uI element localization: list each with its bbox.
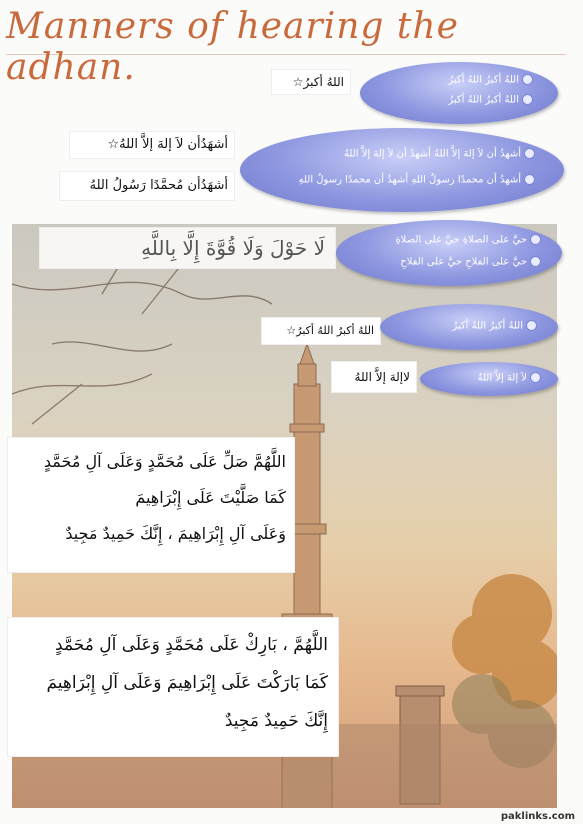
bullet-icon <box>530 234 541 245</box>
takbir-oval <box>360 62 558 124</box>
shahada-label-2: أشهَدُأن مُحمَّدًا رَسُولُ اللهُ <box>60 172 234 200</box>
oval-text: اللهُ أكبرُ اللهُ أكبرُ <box>448 74 519 86</box>
bullet-icon <box>530 256 541 267</box>
watermark: paklinks.com <box>500 811 575 822</box>
shahada-label-1: أشهَدُأن لاَ إلهَ إلاَّ اللهُ☆ <box>70 132 234 158</box>
tahlil-label: لاإلهَ إلاَّ اللهُ <box>332 362 416 392</box>
tahlil-oval <box>420 362 558 396</box>
oval-text: اللهُ أكبرُ اللهُ أكبرُ <box>448 94 519 106</box>
bullet-icon <box>522 94 533 105</box>
bullet-icon <box>530 372 541 383</box>
shahada-oval <box>240 128 564 212</box>
oval-text: حيَّ على الفلاحِ حيَّ على الفلاحِ <box>400 256 527 268</box>
salawat-line: كَمَا صَلَّيْتَ عَلَى إِبْرَاهِيمَ <box>135 488 286 507</box>
oval-text: أشهدُ أن محمدًا رسولُ اللهِ أشهدُ أن محمدًا رسولُ اللهِ <box>298 174 521 186</box>
hawqala-label: لَا حَوْلَ وَلَا قُوَّةَ إِلَّا بِاللَّهِ <box>40 228 335 268</box>
salawat-line: اللَّهُمَّ صَلِّ عَلَى مُحَمَّدٍ وَعَلَى آلِ مُحَمَّدٍ <box>43 452 286 471</box>
salawat-block-2 <box>8 618 338 756</box>
takbir-label: اللهُ أكبرُ☆ <box>272 70 350 94</box>
oval-text: لاَ إلهَ إلاَّ اللهُ <box>477 372 527 384</box>
takbir-oval-2 <box>380 304 558 350</box>
oval-text: أشهدُ أن لاَ إلهَ إلاَّ اللهُ أشهدُ أن لاَ إلهَ إلاَّ اللهُ <box>344 148 521 160</box>
salawat-line: كَمَا بَارَكْتَ عَلَى إِبْرَاهِيمَ وَعَلَى آلِ إِبْرَاهِيمَ <box>46 673 328 693</box>
salawat-block-1 <box>8 438 294 572</box>
oval-text: حيَّ على الصلاةِ حيَّ على الصلاةِ <box>395 234 527 246</box>
salawat-line: اللَّهُمَّ ، بَارِكْ عَلَى مُحَمَّدٍ وَعَلَى آلِ مُحَمَّدٍ <box>55 635 328 655</box>
oval-text: اللهُ أكبرُ اللهُ أكبرُ <box>452 320 523 332</box>
salawat-line: إِنَّكَ حَمِيدٌ مَجِيدٌ <box>224 711 328 731</box>
page-title: Manners of hearing the adhan. <box>6 6 566 55</box>
takbir-label-2: اللهُ أكبرُ اللهُ أكبرُ☆ <box>262 318 380 344</box>
hayya-oval <box>336 220 562 286</box>
bullet-icon <box>522 74 533 85</box>
bullet-icon <box>524 174 535 185</box>
bullet-icon <box>526 320 537 331</box>
salawat-line: وَعَلَى آلِ إِبْرَاهِيمَ ، إِنَّكَ حَمِيدٌ مَجِيدٌ <box>65 524 286 543</box>
bullet-icon <box>524 148 535 159</box>
